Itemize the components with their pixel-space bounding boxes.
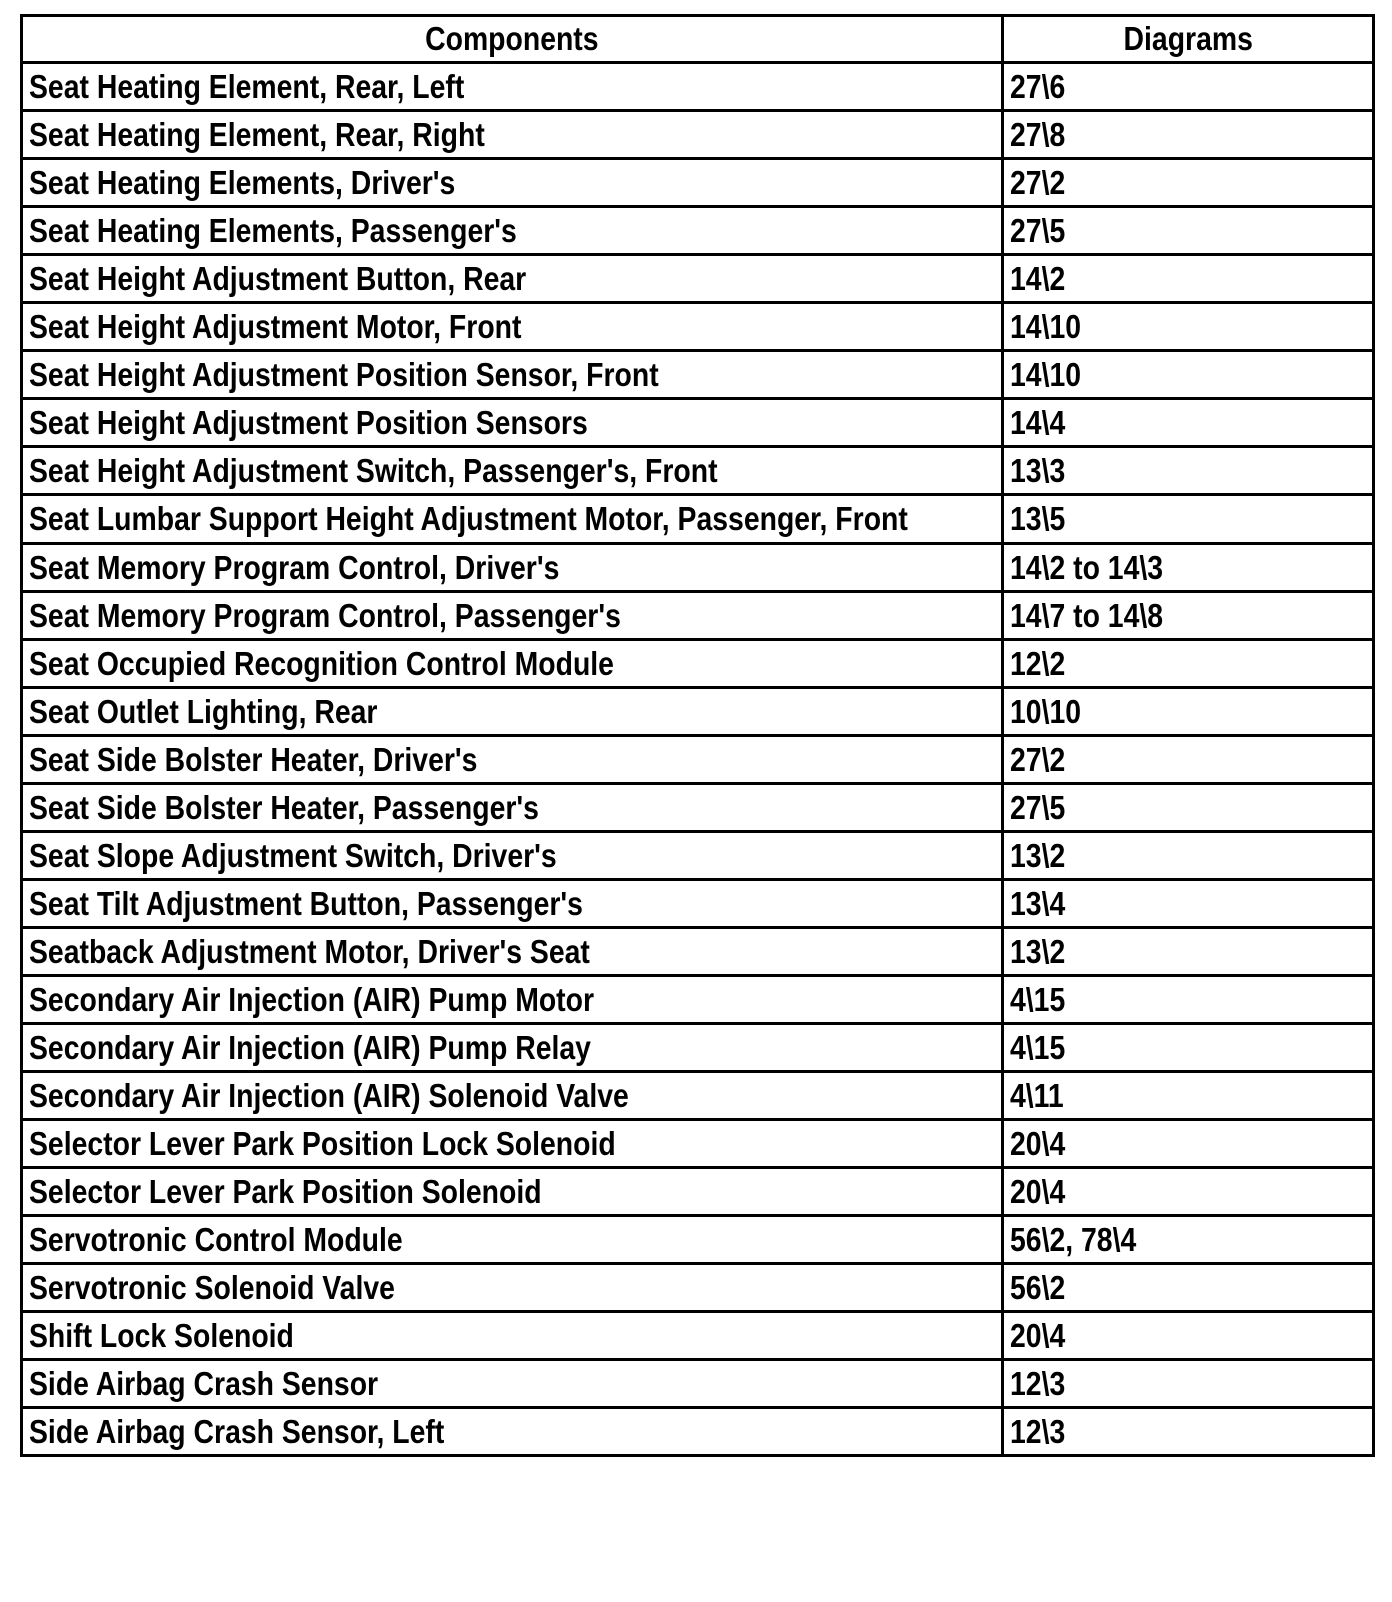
component-cell: [22, 495, 1003, 544]
table-body: [22, 63, 1374, 1456]
diagram-reference: 4\15: [1010, 980, 1066, 1018]
table-row: [22, 1408, 1374, 1456]
table-row: [22, 1264, 1374, 1312]
diagram-reference-cell: [1003, 63, 1374, 111]
diagrams-header-label: Diagrams: [1123, 20, 1253, 57]
component-name: Seatback Adjustment Motor, Driver's Seat: [29, 932, 590, 970]
diagram-reference-cell: [1003, 1264, 1374, 1312]
table-row: [22, 495, 1374, 544]
component-name: Seat Height Adjustment Motor, Front: [29, 307, 522, 345]
component-name: Seat Tilt Adjustment Button, Passenger's: [29, 884, 583, 922]
diagram-reference-cell: [1003, 399, 1374, 447]
diagram-reference: 13\2: [1010, 836, 1066, 874]
diagram-reference: 13\4: [1010, 884, 1066, 922]
component-cell: [22, 159, 1003, 207]
component-name: Servotronic Solenoid Valve: [29, 1268, 395, 1306]
diagram-reference: 27\2: [1010, 163, 1066, 201]
table-row: [22, 832, 1374, 880]
diagram-reference-cell: [1003, 544, 1374, 592]
table-row: [22, 544, 1374, 592]
component-name: Side Airbag Crash Sensor: [29, 1364, 379, 1402]
component-name: Servotronic Control Module: [29, 1220, 403, 1258]
component-index-sheet: [20, 14, 1372, 1457]
component-name: Seat Side Bolster Heater, Driver's: [29, 740, 478, 778]
component-name: Seat Height Adjustment Position Sensor, Front: [29, 355, 659, 393]
table-row: [22, 640, 1374, 688]
diagram-reference-cell: [1003, 111, 1374, 159]
component-cell: [22, 1312, 1003, 1360]
diagram-reference-cell: [1003, 159, 1374, 207]
component-cell: [22, 1024, 1003, 1072]
table-row: [22, 1168, 1374, 1216]
table-row: [22, 159, 1374, 207]
table-row: [22, 928, 1374, 976]
component-name: Secondary Air Injection (AIR) Solenoid Valve: [29, 1076, 629, 1114]
component-cell: [22, 447, 1003, 495]
component-name: Seat Heating Element, Rear, Right: [29, 115, 485, 153]
component-name: Seat Lumbar Support Height Adjustment Motor, Passenger, Front: [29, 500, 908, 537]
diagram-reference: 27\2: [1010, 740, 1066, 778]
diagram-reference: 14\7 to 14\8: [1010, 596, 1164, 634]
component-name: Seat Outlet Lighting, Rear: [29, 692, 378, 730]
diagram-reference: 13\2: [1010, 932, 1066, 970]
table-row: [22, 351, 1374, 399]
table-row: [22, 688, 1374, 736]
diagram-reference-cell: [1003, 592, 1374, 640]
component-cell: [22, 303, 1003, 351]
table-row: [22, 592, 1374, 640]
component-name: Seat Memory Program Control, Passenger's: [29, 596, 621, 634]
diagram-reference: 14\4: [1010, 403, 1066, 441]
diagram-reference: 12\3: [1010, 1364, 1066, 1402]
diagram-reference-cell: [1003, 207, 1374, 255]
component-cell: [22, 399, 1003, 447]
diagram-reference-cell: [1003, 784, 1374, 832]
table-row: [22, 1216, 1374, 1264]
diagram-reference: 13\3: [1010, 451, 1066, 489]
diagram-reference-cell: [1003, 1168, 1374, 1216]
component-name: Shift Lock Solenoid: [29, 1316, 294, 1354]
diagram-reference-cell: [1003, 880, 1374, 928]
component-name: Side Airbag Crash Sensor, Left: [29, 1412, 445, 1450]
diagram-reference-cell: [1003, 1360, 1374, 1408]
component-cell: [22, 688, 1003, 736]
table-row: [22, 207, 1374, 255]
diagram-reference-cell: [1003, 928, 1374, 976]
diagram-reference-cell: [1003, 1120, 1374, 1168]
diagram-reference: 27\8: [1010, 115, 1066, 153]
table-row: [22, 1120, 1374, 1168]
component-name: Secondary Air Injection (AIR) Pump Motor: [29, 980, 595, 1018]
diagrams-column-header: [1003, 16, 1374, 63]
diagram-reference: 27\6: [1010, 67, 1066, 105]
component-cell: [22, 1168, 1003, 1216]
diagram-reference-cell: [1003, 1072, 1374, 1120]
diagram-reference-cell: [1003, 303, 1374, 351]
diagram-reference-cell: [1003, 495, 1374, 544]
component-cell: [22, 1408, 1003, 1456]
diagram-reference: 14\2: [1010, 259, 1066, 297]
component-name: Seat Memory Program Control, Driver's: [29, 548, 560, 586]
component-name: Seat Slope Adjustment Switch, Driver's: [29, 836, 557, 874]
diagram-reference: 20\4: [1010, 1316, 1066, 1354]
table-row: [22, 1072, 1374, 1120]
table-row: [22, 111, 1374, 159]
table-row: [22, 63, 1374, 111]
diagram-reference-cell: [1003, 736, 1374, 784]
table-row: [22, 447, 1374, 495]
component-name: Seat Height Adjustment Switch, Passenger's, Front: [29, 451, 718, 489]
component-cell: [22, 1072, 1003, 1120]
component-cell: [22, 592, 1003, 640]
component-diagram-table: [20, 14, 1375, 1457]
table-header-row: [22, 16, 1374, 63]
diagram-reference: 4\15: [1010, 1028, 1066, 1066]
component-name: Seat Side Bolster Heater, Passenger's: [29, 788, 539, 826]
table-row: [22, 255, 1374, 303]
component-name: Seat Heating Element, Rear, Left: [29, 67, 465, 105]
component-cell: [22, 1360, 1003, 1408]
component-cell: [22, 63, 1003, 111]
diagram-reference-cell: [1003, 640, 1374, 688]
diagram-reference: 12\3: [1010, 1412, 1066, 1450]
component-name: Seat Heating Elements, Driver's: [29, 163, 456, 201]
table-row: [22, 1360, 1374, 1408]
diagram-reference: 20\4: [1010, 1124, 1066, 1162]
table-row: [22, 880, 1374, 928]
component-cell: [22, 928, 1003, 976]
diagram-reference-cell: [1003, 1216, 1374, 1264]
table-row: [22, 736, 1374, 784]
diagram-reference: 13\5: [1010, 500, 1066, 537]
table-row: [22, 976, 1374, 1024]
diagram-reference: 27\5: [1010, 211, 1066, 249]
table-row: [22, 1312, 1374, 1360]
components-column-header: [22, 16, 1003, 63]
component-cell: [22, 351, 1003, 399]
diagram-reference: 14\2 to 14\3: [1010, 548, 1164, 586]
diagram-reference-cell: [1003, 688, 1374, 736]
diagram-reference: 14\10: [1010, 307, 1082, 345]
diagram-reference-cell: [1003, 1408, 1374, 1456]
component-cell: [22, 1120, 1003, 1168]
diagram-reference: 10\10: [1010, 692, 1082, 730]
diagram-reference: 20\4: [1010, 1172, 1066, 1210]
component-cell: [22, 207, 1003, 255]
table-row: [22, 784, 1374, 832]
component-cell: [22, 255, 1003, 303]
table-row: [22, 1024, 1374, 1072]
diagram-reference-cell: [1003, 1024, 1374, 1072]
component-cell: [22, 832, 1003, 880]
component-cell: [22, 640, 1003, 688]
diagram-reference-cell: [1003, 351, 1374, 399]
diagram-reference-cell: [1003, 832, 1374, 880]
component-cell: [22, 880, 1003, 928]
component-name: Secondary Air Injection (AIR) Pump Relay: [29, 1028, 591, 1066]
component-cell: [22, 544, 1003, 592]
component-cell: [22, 784, 1003, 832]
diagram-reference: 56\2: [1010, 1268, 1066, 1306]
diagram-reference-cell: [1003, 1312, 1374, 1360]
diagram-reference-cell: [1003, 447, 1374, 495]
component-cell: [22, 736, 1003, 784]
component-cell: [22, 1216, 1003, 1264]
component-name: Selector Lever Park Position Lock Solenoid: [29, 1124, 616, 1162]
component-name: Seat Height Adjustment Position Sensors: [29, 403, 588, 441]
table-row: [22, 399, 1374, 447]
table-row: [22, 303, 1374, 351]
diagram-reference: 56\2, 78\4: [1010, 1220, 1137, 1258]
diagram-reference-cell: [1003, 255, 1374, 303]
diagram-reference: 14\10: [1010, 355, 1082, 393]
diagram-reference: 4\11: [1010, 1076, 1064, 1114]
component-cell: [22, 1264, 1003, 1312]
component-cell: [22, 111, 1003, 159]
component-name: Seat Height Adjustment Button, Rear: [29, 259, 527, 297]
diagram-reference-cell: [1003, 976, 1374, 1024]
component-name: Seat Occupied Recognition Control Module: [29, 644, 614, 682]
diagram-reference: 27\5: [1010, 788, 1066, 826]
diagram-reference: 12\2: [1010, 644, 1066, 682]
component-cell: [22, 976, 1003, 1024]
component-name: Seat Heating Elements, Passenger's: [29, 211, 517, 249]
component-name: Selector Lever Park Position Solenoid: [29, 1172, 542, 1210]
components-header-label: Components: [425, 20, 599, 57]
